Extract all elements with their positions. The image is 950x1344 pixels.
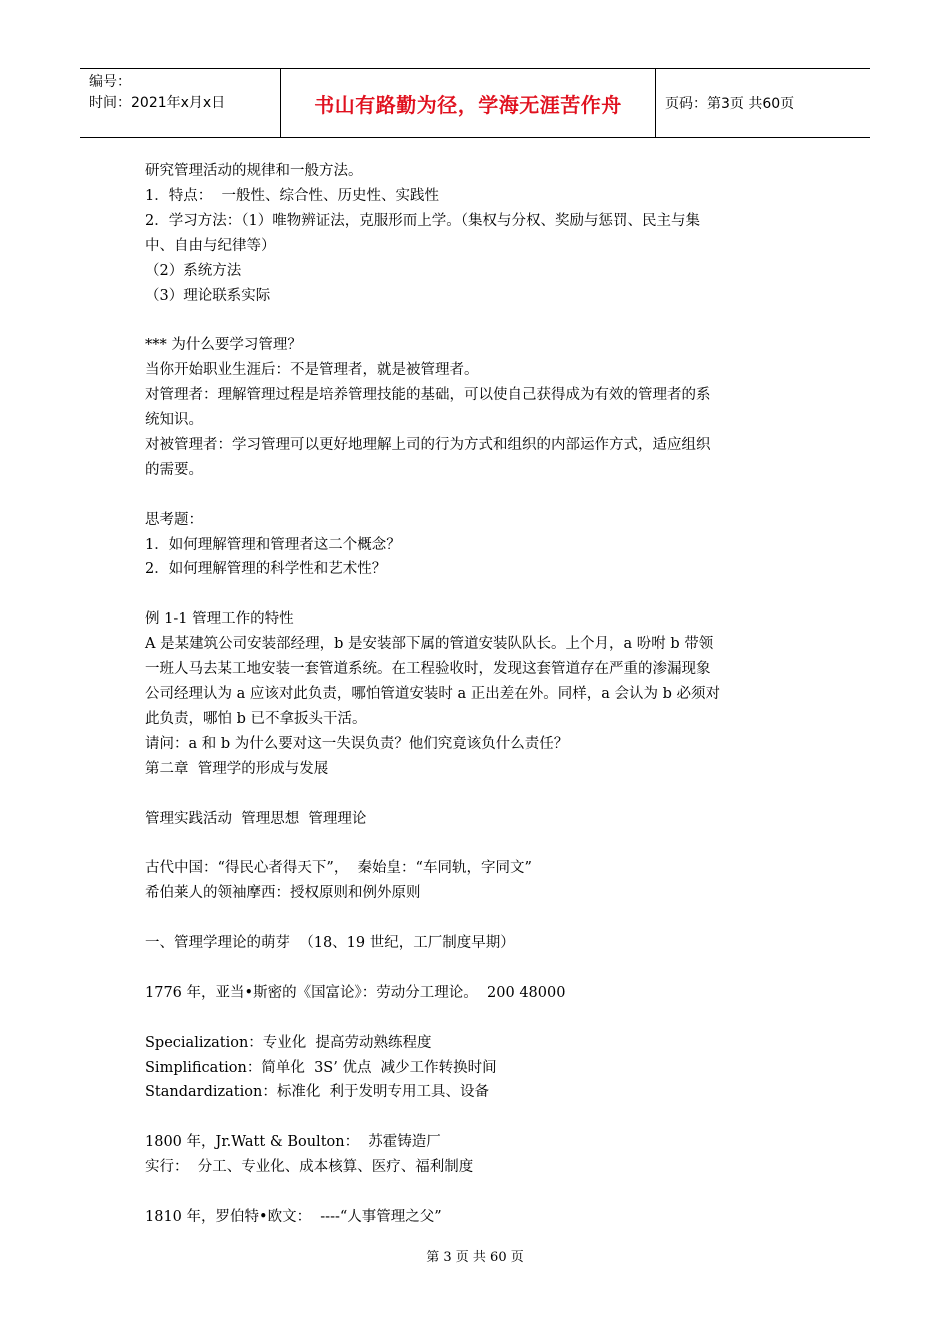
body-line: 统知识。 xyxy=(145,412,203,429)
header-page-number: 页码：第3页 共60页 xyxy=(665,96,795,112)
blank-line xyxy=(145,483,815,508)
blank-line xyxy=(145,1105,815,1130)
body-line: A 是某建筑公司安装部经理，b 是安装部下属的管道安装队队长。上个月，a 吩咐 b 带领 xyxy=(145,636,714,653)
body-line: 对被管理者：学习管理可以更好地理解上司的行为方式和组织的内部运作方式，适应组织 xyxy=(145,436,711,453)
body-line: 希伯莱人的领袖摩西：授权原则和例外原则 xyxy=(145,885,421,902)
body-line: 例 1-1 管理工作的特性 xyxy=(145,611,294,628)
body-line: 公司经理认为 a 应该对此负责，哪怕管道安装时 a 正出差在外。同样，a 会认为 b 必须对 xyxy=(145,685,720,702)
body-line: Standardization：标准化 利于发明专用工具、设备 xyxy=(145,1084,490,1101)
body-line: 的需要。 xyxy=(145,461,203,478)
body-line: 思考题： xyxy=(145,511,203,528)
header-meta xyxy=(80,69,281,137)
body-line: 一、管理学理论的萌芽 （18、19 世纪，工厂制度早期） xyxy=(145,935,515,951)
body-line: 1．特点： 一般性、综合性、历史性、实践性 xyxy=(145,187,439,204)
body-line: 2．学习方法：（1）唯物辨证法，克服形而上学。（集权与分权、奖励与惩罚、民主与集 xyxy=(145,212,700,229)
blank-line xyxy=(145,1006,815,1031)
body-line: 1800 年，Jr.Watt & Boulton： 苏霍铸造厂 xyxy=(145,1134,441,1151)
body-line: 研究管理活动的规律和一般方法。 xyxy=(145,163,363,179)
page-header xyxy=(80,68,870,138)
document-body xyxy=(145,159,815,1230)
body-line: 2．如何理解管理的科学性和艺术性？ xyxy=(145,561,387,578)
body-line: 请问：a 和 b 为什么要对这一失误负责？他们究竟该负什么责任？ xyxy=(145,735,569,752)
body-line: 此负责，哪怕 b 已不拿扳头干活。 xyxy=(145,710,367,727)
body-line: （2）系统方法 xyxy=(145,262,242,279)
body-line: 管理实践活动 管理思想 管理理论 xyxy=(145,810,367,827)
body-line: 古代中国：“得民心者得天下”， 秦始皇：“车同轨，字同文” xyxy=(145,860,532,877)
body-line: Simplification：简单化 3S’ 优点 减少工作转换时间 xyxy=(145,1059,497,1076)
blank-line xyxy=(145,831,815,856)
time-label: 时间：2021年x月x日 xyxy=(89,95,226,111)
blank-line xyxy=(145,582,815,607)
body-line: 1776 年，亚当•斯密的《国富论》：劳动分工理论。 200 48000 xyxy=(145,984,566,1001)
body-line: 1．如何理解管理和管理者这二个概念？ xyxy=(145,536,401,553)
body-line: 当你开始职业生涯后：不是管理者，就是被管理者。 xyxy=(145,362,479,379)
page-footer: 第 3 页 共 60 页 xyxy=(426,1250,524,1265)
body-line: 1810 年，罗伯特•欧文： ----“人事管理之父” xyxy=(145,1208,442,1225)
body-line: 中、自由与纪律等） xyxy=(145,237,276,254)
blank-line xyxy=(145,956,815,981)
body-line: *** 为什么要学习管理？ xyxy=(145,337,302,354)
blank-line xyxy=(145,308,815,333)
blank-line xyxy=(145,1180,815,1205)
body-line: 实行： 分工、专业化、成本核算、医疗、福利制度 xyxy=(145,1159,474,1176)
body-line: 一班人马去某工地安装一套管道系统。在工程验收时，发现这套管道存在严重的渗漏现象 xyxy=(145,661,711,678)
body-line: 对管理者：理解管理过程是培养管理技能的基础，可以使自己获得成为有效的管理者的系 xyxy=(145,387,711,404)
header-motto: 书山有路勤为径，学海无涯苦作舟 xyxy=(281,69,656,137)
number-label: 编号： xyxy=(89,74,131,90)
body-line: （3）理论联系实际 xyxy=(145,287,271,304)
body-line: 第二章 管理学的形成与发展 xyxy=(145,760,329,777)
body-line: Specialization：专业化 提高劳动熟练程度 xyxy=(145,1034,432,1051)
blank-line xyxy=(145,906,815,931)
blank-line xyxy=(145,782,815,807)
